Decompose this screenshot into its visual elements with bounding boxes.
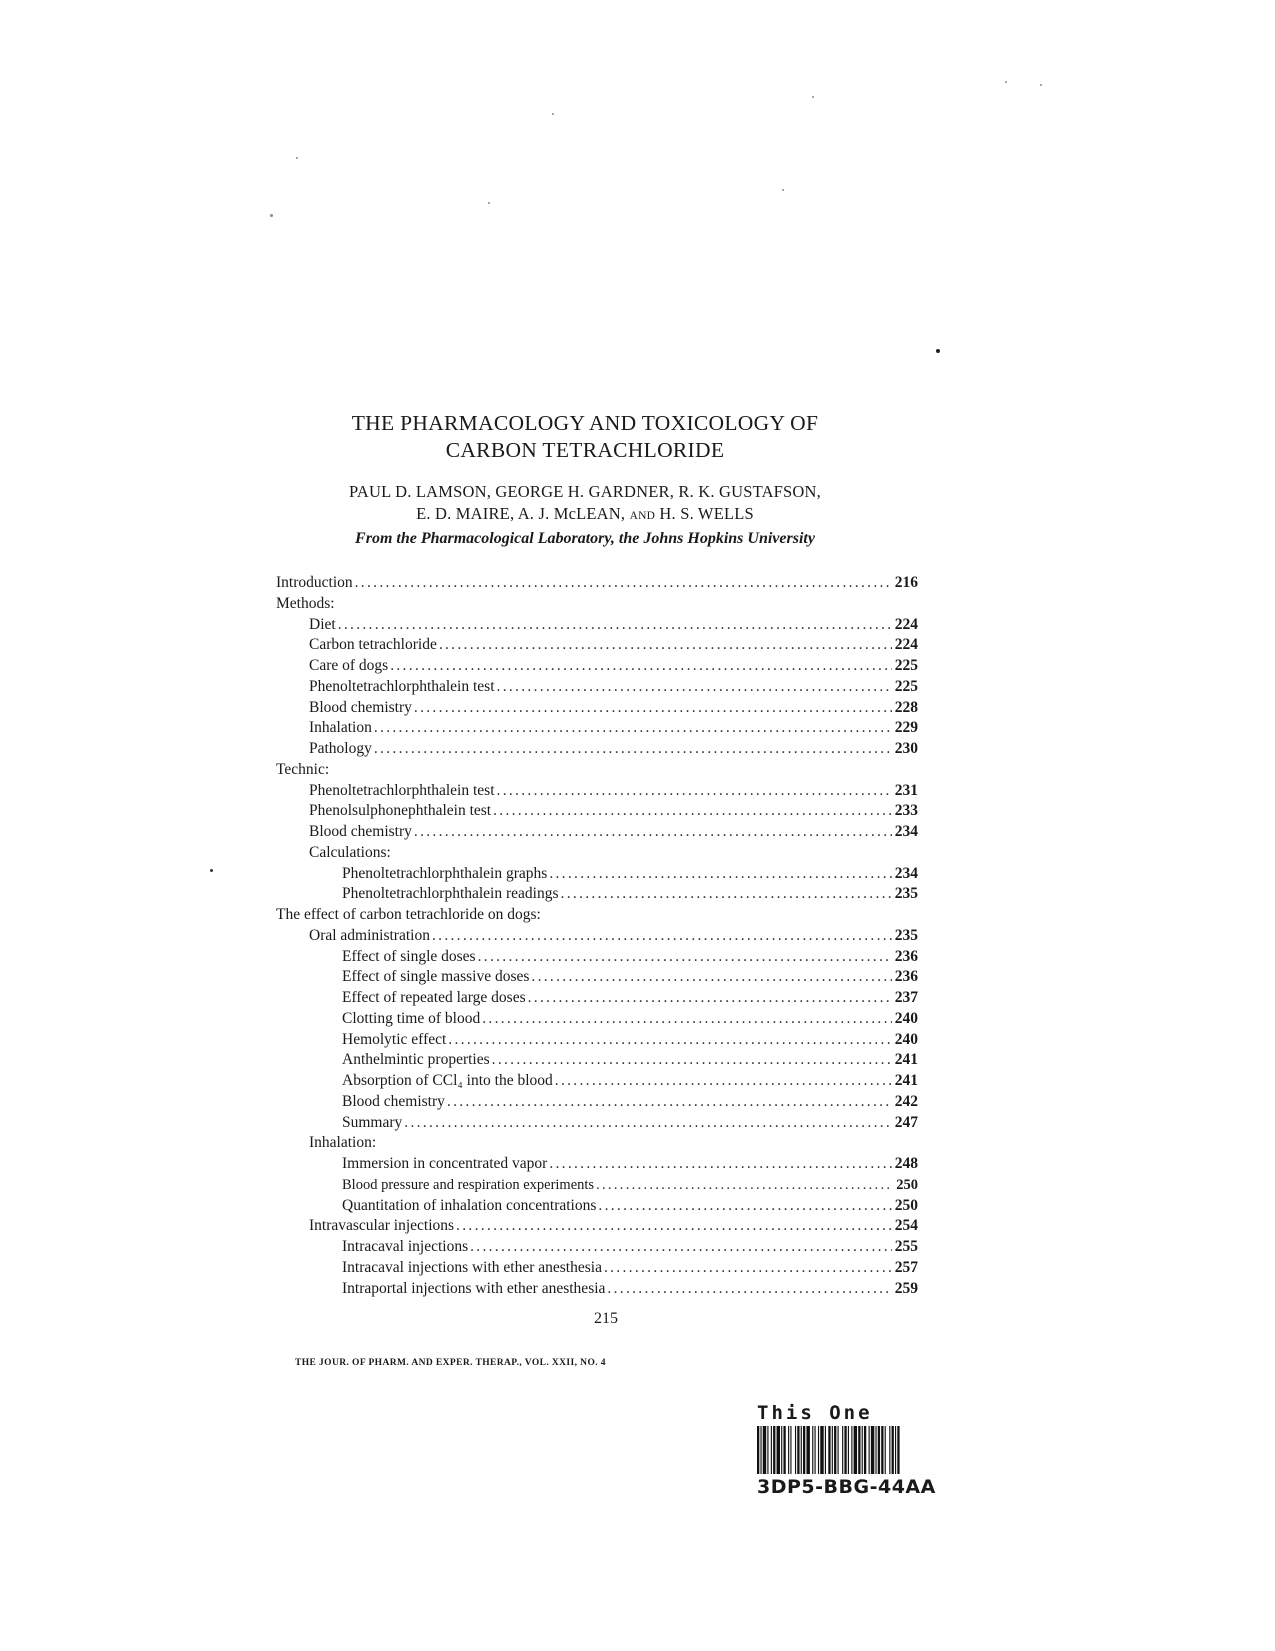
scan-speck xyxy=(936,349,940,353)
toc-entry-page: 234 xyxy=(894,823,918,840)
barcode-bar xyxy=(869,1426,870,1474)
affiliation: From the Pharmacological Laboratory, the Johns Hopkins University xyxy=(355,530,815,547)
toc-entry xyxy=(276,926,918,947)
barcode-bar xyxy=(788,1426,789,1474)
barcode-bar xyxy=(851,1426,852,1474)
barcode-bar xyxy=(806,1426,809,1474)
toc-entry-title: Anthelmintic properties xyxy=(342,1051,490,1069)
toc-entry xyxy=(276,1092,918,1113)
toc-entry xyxy=(276,1154,918,1175)
barcode-bar xyxy=(757,1426,759,1474)
toc-entry-page: 257 xyxy=(894,1258,918,1276)
barcode-bar xyxy=(815,1426,816,1474)
authors-line-2-a: E. D. MAIRE, A. J. McLEAN, xyxy=(416,504,626,523)
toc-entry-title: Care of dogs xyxy=(309,657,389,674)
toc-entry-title: Summary xyxy=(342,1113,403,1131)
toc-entry xyxy=(276,1133,918,1154)
title-line-1: THE PHARMACOLOGY AND TOXICOLOGY OF xyxy=(351,411,819,435)
toc-entry-page: 228 xyxy=(894,698,918,716)
barcode-bar xyxy=(783,1426,785,1474)
barcode-bar xyxy=(801,1426,802,1474)
toc-entry xyxy=(276,801,918,822)
toc-entry-page: 235 xyxy=(894,926,918,944)
authors-and: AND xyxy=(629,510,656,522)
scan-speck xyxy=(782,189,784,191)
barcode-header: This One xyxy=(757,1402,873,1424)
barcode-bar xyxy=(844,1426,846,1474)
toc-leader-dots xyxy=(456,1216,892,1237)
barcode-bar xyxy=(781,1426,782,1474)
barcode-bar xyxy=(820,1426,823,1474)
toc-leader-dots xyxy=(478,947,892,968)
toc-leader-dots xyxy=(439,635,892,656)
toc-entry xyxy=(276,698,918,719)
toc-entry-title: Phenoltetrachlorphthalein graphs xyxy=(342,864,548,882)
toc-entry xyxy=(276,594,918,615)
toc-entry-title: Calculations: xyxy=(309,843,391,861)
scan-speck xyxy=(552,113,554,115)
toc-leader-dots xyxy=(447,1092,892,1113)
toc-leader-dots xyxy=(497,677,892,698)
toc-entry xyxy=(276,822,918,843)
barcode-bar xyxy=(818,1426,819,1474)
toc-leader-dots xyxy=(607,1279,892,1300)
barcode-bar xyxy=(760,1426,761,1474)
toc-entry-title: Immersion in concentrated vapor xyxy=(342,1155,548,1172)
barcode-bar xyxy=(790,1426,791,1474)
toc-entry xyxy=(276,1216,918,1237)
toc-entry-page: 240 xyxy=(894,1030,918,1048)
barcode-bar xyxy=(797,1426,799,1474)
toc-leader-dots xyxy=(598,1196,892,1217)
barcode-bar xyxy=(854,1426,857,1474)
toc-entry xyxy=(276,967,918,988)
toc-entry-title: Inhalation xyxy=(309,719,372,737)
author-list xyxy=(270,481,900,527)
toc-entry-page: 236 xyxy=(894,947,918,965)
toc-entry xyxy=(276,947,918,968)
barcode-bar xyxy=(773,1426,775,1474)
toc-entry-title: Blood chemistry xyxy=(309,698,412,716)
toc-entry-page: 241 xyxy=(894,1051,918,1069)
toc-entry-page: 225 xyxy=(894,657,918,674)
barcode-bar xyxy=(834,1426,836,1474)
toc-entry-page: 247 xyxy=(894,1113,918,1131)
article-title xyxy=(270,410,900,464)
toc-leader-dots xyxy=(404,1113,892,1134)
scan-speck xyxy=(210,869,213,872)
toc-leader-dots xyxy=(528,988,892,1009)
toc-entry-title: Technic: xyxy=(276,760,330,778)
toc-leader-dots xyxy=(432,926,892,947)
toc-leader-dots xyxy=(492,1050,892,1071)
toc-entry-title: Phenolsulphonephthalein test xyxy=(309,802,492,820)
toc-entry-page: 224 xyxy=(894,615,918,633)
barcode-bar xyxy=(842,1426,843,1474)
toc-entry-title: Intraportal injections with ether anesthesia xyxy=(342,1279,606,1297)
toc-entry xyxy=(276,677,918,698)
toc-entry-page: 229 xyxy=(894,719,918,737)
toc-entry-page: 230 xyxy=(894,740,918,757)
toc-entry-page: 233 xyxy=(894,802,918,820)
barcode-image xyxy=(757,1426,985,1474)
toc-entry xyxy=(276,988,918,1009)
toc-entry xyxy=(276,1279,918,1300)
toc-entry xyxy=(276,884,918,905)
authors-line-1: PAUL D. LAMSON, GEORGE H. GARDNER, R. K. GUSTAFSON, xyxy=(349,482,821,501)
scan-speck xyxy=(1040,84,1042,86)
barcode-bar xyxy=(878,1426,880,1474)
barcode-bar xyxy=(795,1426,796,1474)
barcode-bar xyxy=(895,1426,896,1474)
barcode-bar xyxy=(881,1426,883,1474)
toc-leader-dots xyxy=(531,967,892,988)
toc-entry xyxy=(276,1196,918,1217)
barcode-bar xyxy=(889,1426,890,1474)
toc-leader-dots xyxy=(549,864,892,885)
page-number: 215 xyxy=(594,1310,618,1327)
toc-entry-page: 248 xyxy=(894,1155,918,1172)
toc-entry xyxy=(276,843,918,864)
toc-entry-title: Intravascular injections xyxy=(309,1217,455,1235)
toc-entry xyxy=(276,1175,918,1196)
barcode-bar xyxy=(892,1426,894,1474)
barcode-bar xyxy=(885,1426,886,1474)
scan-speck xyxy=(270,214,273,217)
toc-entry-page: 250 xyxy=(894,1196,918,1214)
toc-leader-dots xyxy=(414,822,892,843)
barcode-bar xyxy=(767,1426,768,1474)
barcode-bar xyxy=(832,1426,833,1474)
toc-entry xyxy=(276,573,918,594)
title-line-2: CARBON TETRACHLORIDE xyxy=(445,438,725,462)
toc-entry xyxy=(276,1009,918,1030)
toc-entry-page: 225 xyxy=(894,677,918,695)
toc-leader-dots xyxy=(338,615,892,636)
journal-citation: THE JOUR. OF PHARM. AND EXPER. THERAP., VOL. XXII, NO. 4 xyxy=(295,1358,606,1368)
toc-leader-dots xyxy=(493,801,892,822)
toc-entry-title: Absorption of CCl₄ into the blood xyxy=(342,1072,553,1089)
toc-entry-title: Diet xyxy=(309,615,336,633)
toc-entry-page: 236 xyxy=(894,968,918,986)
toc-leader-dots xyxy=(497,781,892,802)
toc-entry-title: Blood chemistry xyxy=(342,1092,445,1110)
toc-entry xyxy=(276,905,918,926)
toc-entry-title: Quantitation of inhalation concentrations xyxy=(342,1196,597,1214)
barcode-bar xyxy=(897,1426,899,1474)
toc-entry-page: 242 xyxy=(894,1092,918,1110)
toc-entry-page: 259 xyxy=(894,1279,918,1297)
toc-entry-title: Pathology xyxy=(309,740,372,757)
toc-leader-dots xyxy=(374,739,892,760)
toc-leader-dots xyxy=(555,1071,892,1092)
barcode-bar xyxy=(848,1426,849,1474)
scan-speck xyxy=(1005,81,1007,83)
toc-entry-title: Inhalation: xyxy=(309,1134,377,1152)
toc-leader-dots xyxy=(414,698,892,719)
barcode-bar xyxy=(838,1426,839,1474)
toc-entry-title: Effect of single doses xyxy=(342,947,476,965)
toc-entry-page: 250 xyxy=(896,1176,918,1193)
barcode-bar xyxy=(858,1426,860,1474)
barcode-bar xyxy=(825,1426,826,1474)
barcode-bar xyxy=(812,1426,813,1474)
authors-line-2 xyxy=(270,503,900,527)
toc-entry xyxy=(276,656,918,677)
barcode-bar xyxy=(864,1426,866,1474)
toc-entry xyxy=(276,718,918,739)
toc-entry-title: Methods: xyxy=(276,594,335,612)
toc-entry xyxy=(276,1113,918,1134)
toc-entry-page: 255 xyxy=(894,1238,918,1255)
toc-entry-title: Hemolytic effect xyxy=(342,1030,447,1048)
toc-entry xyxy=(276,1237,918,1258)
toc-entry-page: 241 xyxy=(894,1072,918,1089)
toc-entry xyxy=(276,760,918,781)
scan-speck xyxy=(812,96,814,98)
toc-entry-title: Intracaval injections xyxy=(342,1238,469,1255)
toc-leader-dots xyxy=(596,1175,892,1196)
barcode-bar xyxy=(777,1426,780,1474)
toc-entry-page: 224 xyxy=(894,636,918,654)
toc-entry xyxy=(276,615,918,636)
toc-leader-dots xyxy=(374,718,892,739)
toc-entry-page: 216 xyxy=(894,574,918,591)
barcode-bar xyxy=(803,1426,805,1474)
toc-entry xyxy=(276,1071,918,1092)
toc-entry-page: 240 xyxy=(894,1009,918,1027)
toc-entry xyxy=(276,864,918,885)
barcode-code: 3DP5-BBG-44AA xyxy=(757,1476,936,1498)
toc-entry-title: Blood chemistry xyxy=(309,823,412,840)
toc-entry-page: 231 xyxy=(894,781,918,799)
toc-leader-dots xyxy=(470,1237,892,1258)
barcode-bar xyxy=(862,1426,863,1474)
toc-entry xyxy=(276,1030,918,1051)
toc-leader-dots xyxy=(604,1258,892,1279)
toc-entry-title: The effect of carbon tetrachloride on dogs: xyxy=(276,906,541,923)
toc-entry xyxy=(276,781,918,802)
table-of-contents xyxy=(276,573,918,1299)
toc-entry-page: 234 xyxy=(894,864,918,882)
toc-entry-title: Introduction xyxy=(276,574,353,591)
toc-leader-dots xyxy=(482,1009,892,1030)
toc-leader-dots xyxy=(549,1154,892,1175)
authors-line-2-b: H. S. WELLS xyxy=(659,504,754,523)
toc-entry-title: Effect of single massive doses xyxy=(342,968,530,986)
toc-entry-title: Phenoltetrachlorphthalein test xyxy=(309,781,495,799)
toc-entry-title: Phenoltetrachlorphthalein readings xyxy=(342,885,559,903)
toc-entry-title: Oral administration xyxy=(309,926,430,944)
toc-entry xyxy=(276,635,918,656)
toc-entry-title: Clotting time of blood xyxy=(342,1009,481,1027)
toc-leader-dots xyxy=(561,884,892,905)
toc-leader-dots xyxy=(355,573,892,594)
barcode-bar xyxy=(871,1426,874,1474)
toc-entry-title: Effect of repeated large doses xyxy=(342,989,526,1006)
toc-entry-page: 254 xyxy=(894,1217,918,1235)
toc-entry-title: Phenoltetrachlorphthalein test xyxy=(309,677,495,695)
toc-leader-dots xyxy=(390,656,892,677)
barcode-bar xyxy=(828,1426,830,1474)
toc-entry xyxy=(276,1258,918,1279)
toc-entry-page: 235 xyxy=(894,885,918,903)
toc-leader-dots xyxy=(448,1030,892,1051)
barcode-bar xyxy=(875,1426,876,1474)
toc-entry-page: 237 xyxy=(894,989,918,1006)
toc-entry-title: Intracaval injections with ether anesthesia xyxy=(342,1258,602,1276)
barcode-bar xyxy=(771,1426,772,1474)
barcode-bar xyxy=(763,1426,766,1474)
toc-entry-title: Carbon tetrachloride xyxy=(309,636,437,654)
library-barcode-label xyxy=(757,1402,1027,1498)
toc-entry xyxy=(276,1050,918,1071)
toc-entry-title: Blood pressure and respiration experiments xyxy=(342,1176,595,1193)
toc-entry xyxy=(276,739,918,760)
scan-speck xyxy=(488,202,490,204)
scan-speck xyxy=(296,157,298,159)
